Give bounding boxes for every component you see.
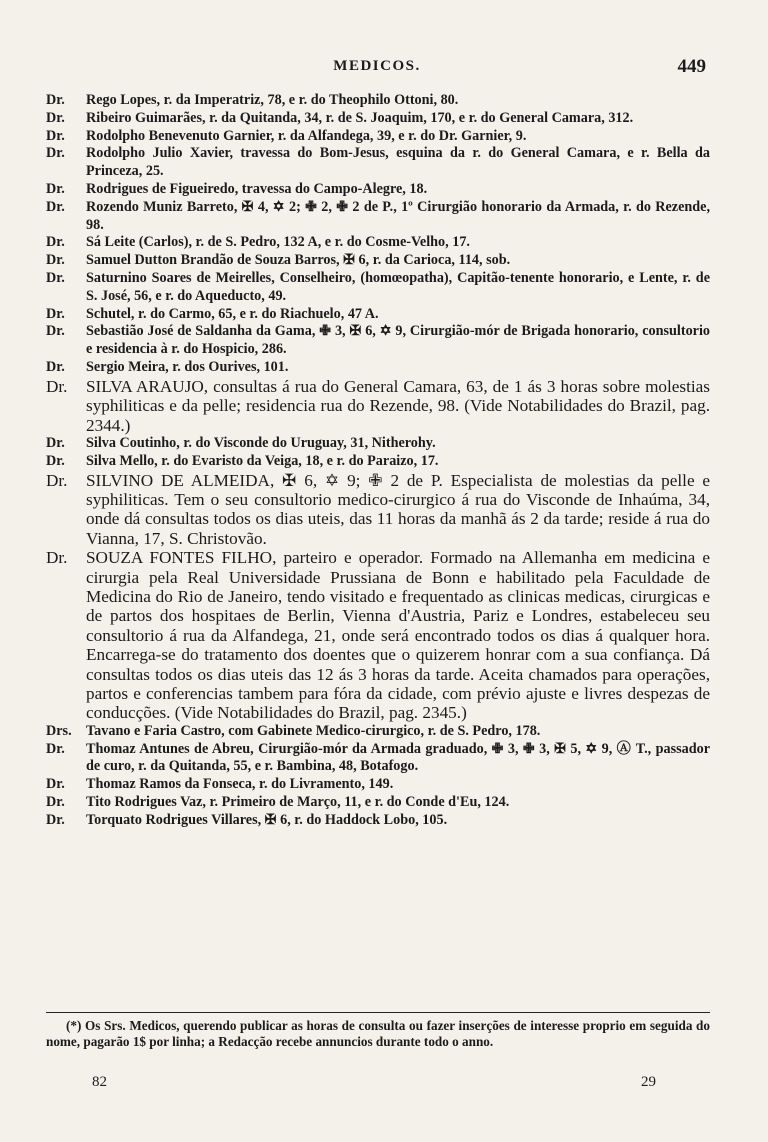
list-item — [46, 548, 710, 723]
entry-prefix: Dr. — [46, 109, 65, 126]
entry-prefix: Dr. — [46, 198, 65, 215]
list-item — [46, 776, 710, 794]
list-item — [46, 435, 710, 453]
entry-prefix: Drs. — [46, 722, 72, 739]
entry-text: Rodolpho Julio Xavier, travessa do Bom-Jesus, esquina da r. do General Camara, e r. Bella da Princeza, 25. — [86, 145, 710, 180]
list-item — [46, 92, 710, 110]
entry-prefix: Dr. — [46, 180, 65, 197]
list-item — [46, 471, 710, 549]
entry-prefix: Dr. — [46, 470, 68, 490]
entry-prefix: Dr. — [46, 794, 65, 811]
running-title: MEDICOS. — [333, 58, 421, 74]
entry-prefix: Dr. — [46, 740, 65, 757]
page-header — [48, 58, 706, 88]
entry-prefix: Dr. — [46, 269, 65, 286]
entry-prefix: Dr. — [46, 252, 65, 269]
list-item — [46, 181, 710, 199]
signature-mark-right: 29 — [641, 1074, 656, 1090]
entry-text: Tavano e Faria Castro, com Gabinete Medico-cirurgico, r. de S. Pedro, 178. — [86, 722, 541, 739]
entry-text: Sá Leite (Carlos), r. de S. Pedro, 132 A, e r. do Cosme-Velho, 17. — [86, 234, 470, 251]
list-item — [46, 270, 710, 306]
list-item — [46, 199, 710, 235]
list-item — [46, 128, 710, 146]
list-item — [46, 252, 710, 270]
entry-prefix: Dr. — [46, 92, 65, 108]
entry-prefix: Dr. — [46, 127, 65, 144]
list-item — [46, 723, 710, 741]
list-item — [46, 741, 710, 777]
list-item — [46, 323, 710, 359]
entry-text: Thomaz Antunes de Abreu, Cirurgião-mór da Armada graduado, ✙ 3, ✙ 3, ✠ 5, ✡ 9, Ⓐ T., passador de curo, r. da Quitanda, 55, e r. Bambina, 48, Botafogo. — [86, 740, 710, 775]
footnote: (*) Os Srs. Medicos, querendo publicar as horas de consulta ou fazer inserções de interesse proprio em seguida do nome, pagarão 1$ por linha; a Redacção recebe annuncios durante todo o anno. — [46, 1018, 710, 1049]
entry-text: Schutel, r. do Carmo, 65, e r. do Riachuelo, 47 A. — [86, 305, 379, 322]
entry-prefix: Dr. — [46, 434, 65, 451]
entry-prefix: Dr. — [46, 305, 65, 322]
entry-text: Rego Lopes, r. da Imperatriz, 78, e r. do Theophilo Ottoni, 80. — [86, 92, 459, 108]
entry-prefix: Dr. — [46, 811, 65, 828]
entry-prefix: Dr. — [46, 323, 65, 340]
entry-prefix: Dr. — [46, 145, 65, 162]
entry-text: Silva Mello, r. do Evaristo da Veiga, 18, e r. do Paraizo, 17. — [86, 452, 439, 469]
entry-text: Silva Coutinho, r. do Visconde do Uruguay, 31, Nitherohy. — [86, 434, 436, 451]
entry-text: SILVINO DE ALMEIDA, ✠ 6, ✡ 9; ✙ 2 de P. Especialista de molestias da pelle e syphiliticas. Tem o seu consultorio medico-cirurgico á rua do Visconde de Inhaúma, 34, onde dá consultas todos os dias uteis, das 11 horas da manhã ás 2 da tarde; reside á rua do Vianna, 17, S. Christovão. — [86, 470, 710, 548]
entry-text: Tito Rodrigues Vaz, r. Primeiro de Março, 11, e r. do Conde d'Eu, 124. — [86, 794, 510, 811]
entry-text: Rodrigues de Figueiredo, travessa do Campo-Alegre, 18. — [86, 180, 428, 197]
entry-prefix: Dr. — [46, 376, 68, 396]
entry-prefix: Dr. — [46, 776, 65, 793]
list-item — [46, 234, 710, 252]
entry-text: Ribeiro Guimarães, r. da Quitanda, 34, r. de S. Joaquim, 170, e r. do General Camara, 312. — [86, 109, 634, 126]
list-item — [46, 794, 710, 812]
entry-text: Sergio Meira, r. dos Ourives, 101. — [86, 358, 289, 375]
entry-text: Torquato Rodrigues Villares, ✠ 6, r. do Haddock Lobo, 105. — [86, 811, 448, 828]
entry-prefix: Dr. — [46, 452, 65, 469]
footnote-divider — [46, 1012, 710, 1013]
list-item — [46, 145, 710, 181]
list-item — [46, 359, 710, 377]
entry-text: Thomaz Ramos da Fonseca, r. do Livramento, 149. — [86, 776, 394, 793]
entry-prefix: Dr. — [46, 358, 65, 375]
entry-text: SOUZA FONTES FILHO, parteiro e operador. Formado na Allemanha em medicina e cirurgia pela Real Universidade Prussiana de Bonn e habilitado pela Faculdade de Medicina do Rio de Janeiro, tendo visitado e frequentado as clinicas medicas, cirurgicas e de partos dos hospitaes de Berlin, Vienna d'Austria, Pariz e Londres, estabeleceu seu consultorio á rua da Alfandega, 21, onde será encontrado todos os dias á qualquer hora. Encarrega-se do tratamento dos doentes que o quizerem honrar com a sua confiança. Dá consultas todos os dias uteis das 12 ás 3 horas da tarde. Aceita chamados para operações, partos e conferencias tambem para fóra da cidade, com prévio ajuste e livres despezas de conducções. (Vide Notabilidades do Brazil, pag. 2345.) — [86, 548, 710, 723]
signature-mark: 82 — [92, 1074, 107, 1090]
entry-text: Sebastião José de Saldanha da Gama, ✙ 3, ✠ 6, ✡ 9, Cirurgião-mór de Brigada honorario, consultorio e residencia à r. do Hospicio, 286. — [86, 323, 710, 358]
physician-list — [46, 92, 710, 830]
page-number: 449 — [677, 56, 706, 77]
entry-text: Rodolpho Benevenuto Garnier, r. da Alfandega, 39, e r. do Dr. Garnier, 9. — [86, 127, 527, 144]
entry-prefix: Dr. — [46, 548, 68, 568]
entry-text: SILVA ARAUJO, consultas á rua do General Camara, 63, de 1 ás 3 horas sobre molestias syphiliticas e da pelle; residencia rua do Rezende, 98. (Vide Notabilidades do Brazil, pag. 2344.) — [86, 376, 710, 435]
list-item — [46, 110, 710, 128]
list-item — [46, 812, 710, 830]
entry-text: Samuel Dutton Brandão de Souza Barros, ✠ 6, r. da Carioca, 114, sob. — [86, 252, 511, 269]
entry-text: Saturnino Soares de Meirelles, Conselheiro, (homœopatha), Capitão-tenente honorario, e Lente, r. de S. José, 56, e r. do Aqueducto, 49. — [86, 269, 710, 304]
list-item — [46, 453, 710, 471]
entry-prefix: Dr. — [46, 234, 65, 251]
entry-text: Rozendo Muniz Barreto, ✠ 4, ✡ 2; ✙ 2, ✙ 2 de P., 1º Cirurgião honorario da Armada, r. do Rezende, 98. — [86, 198, 710, 233]
list-item — [46, 306, 710, 324]
list-item — [46, 377, 710, 435]
